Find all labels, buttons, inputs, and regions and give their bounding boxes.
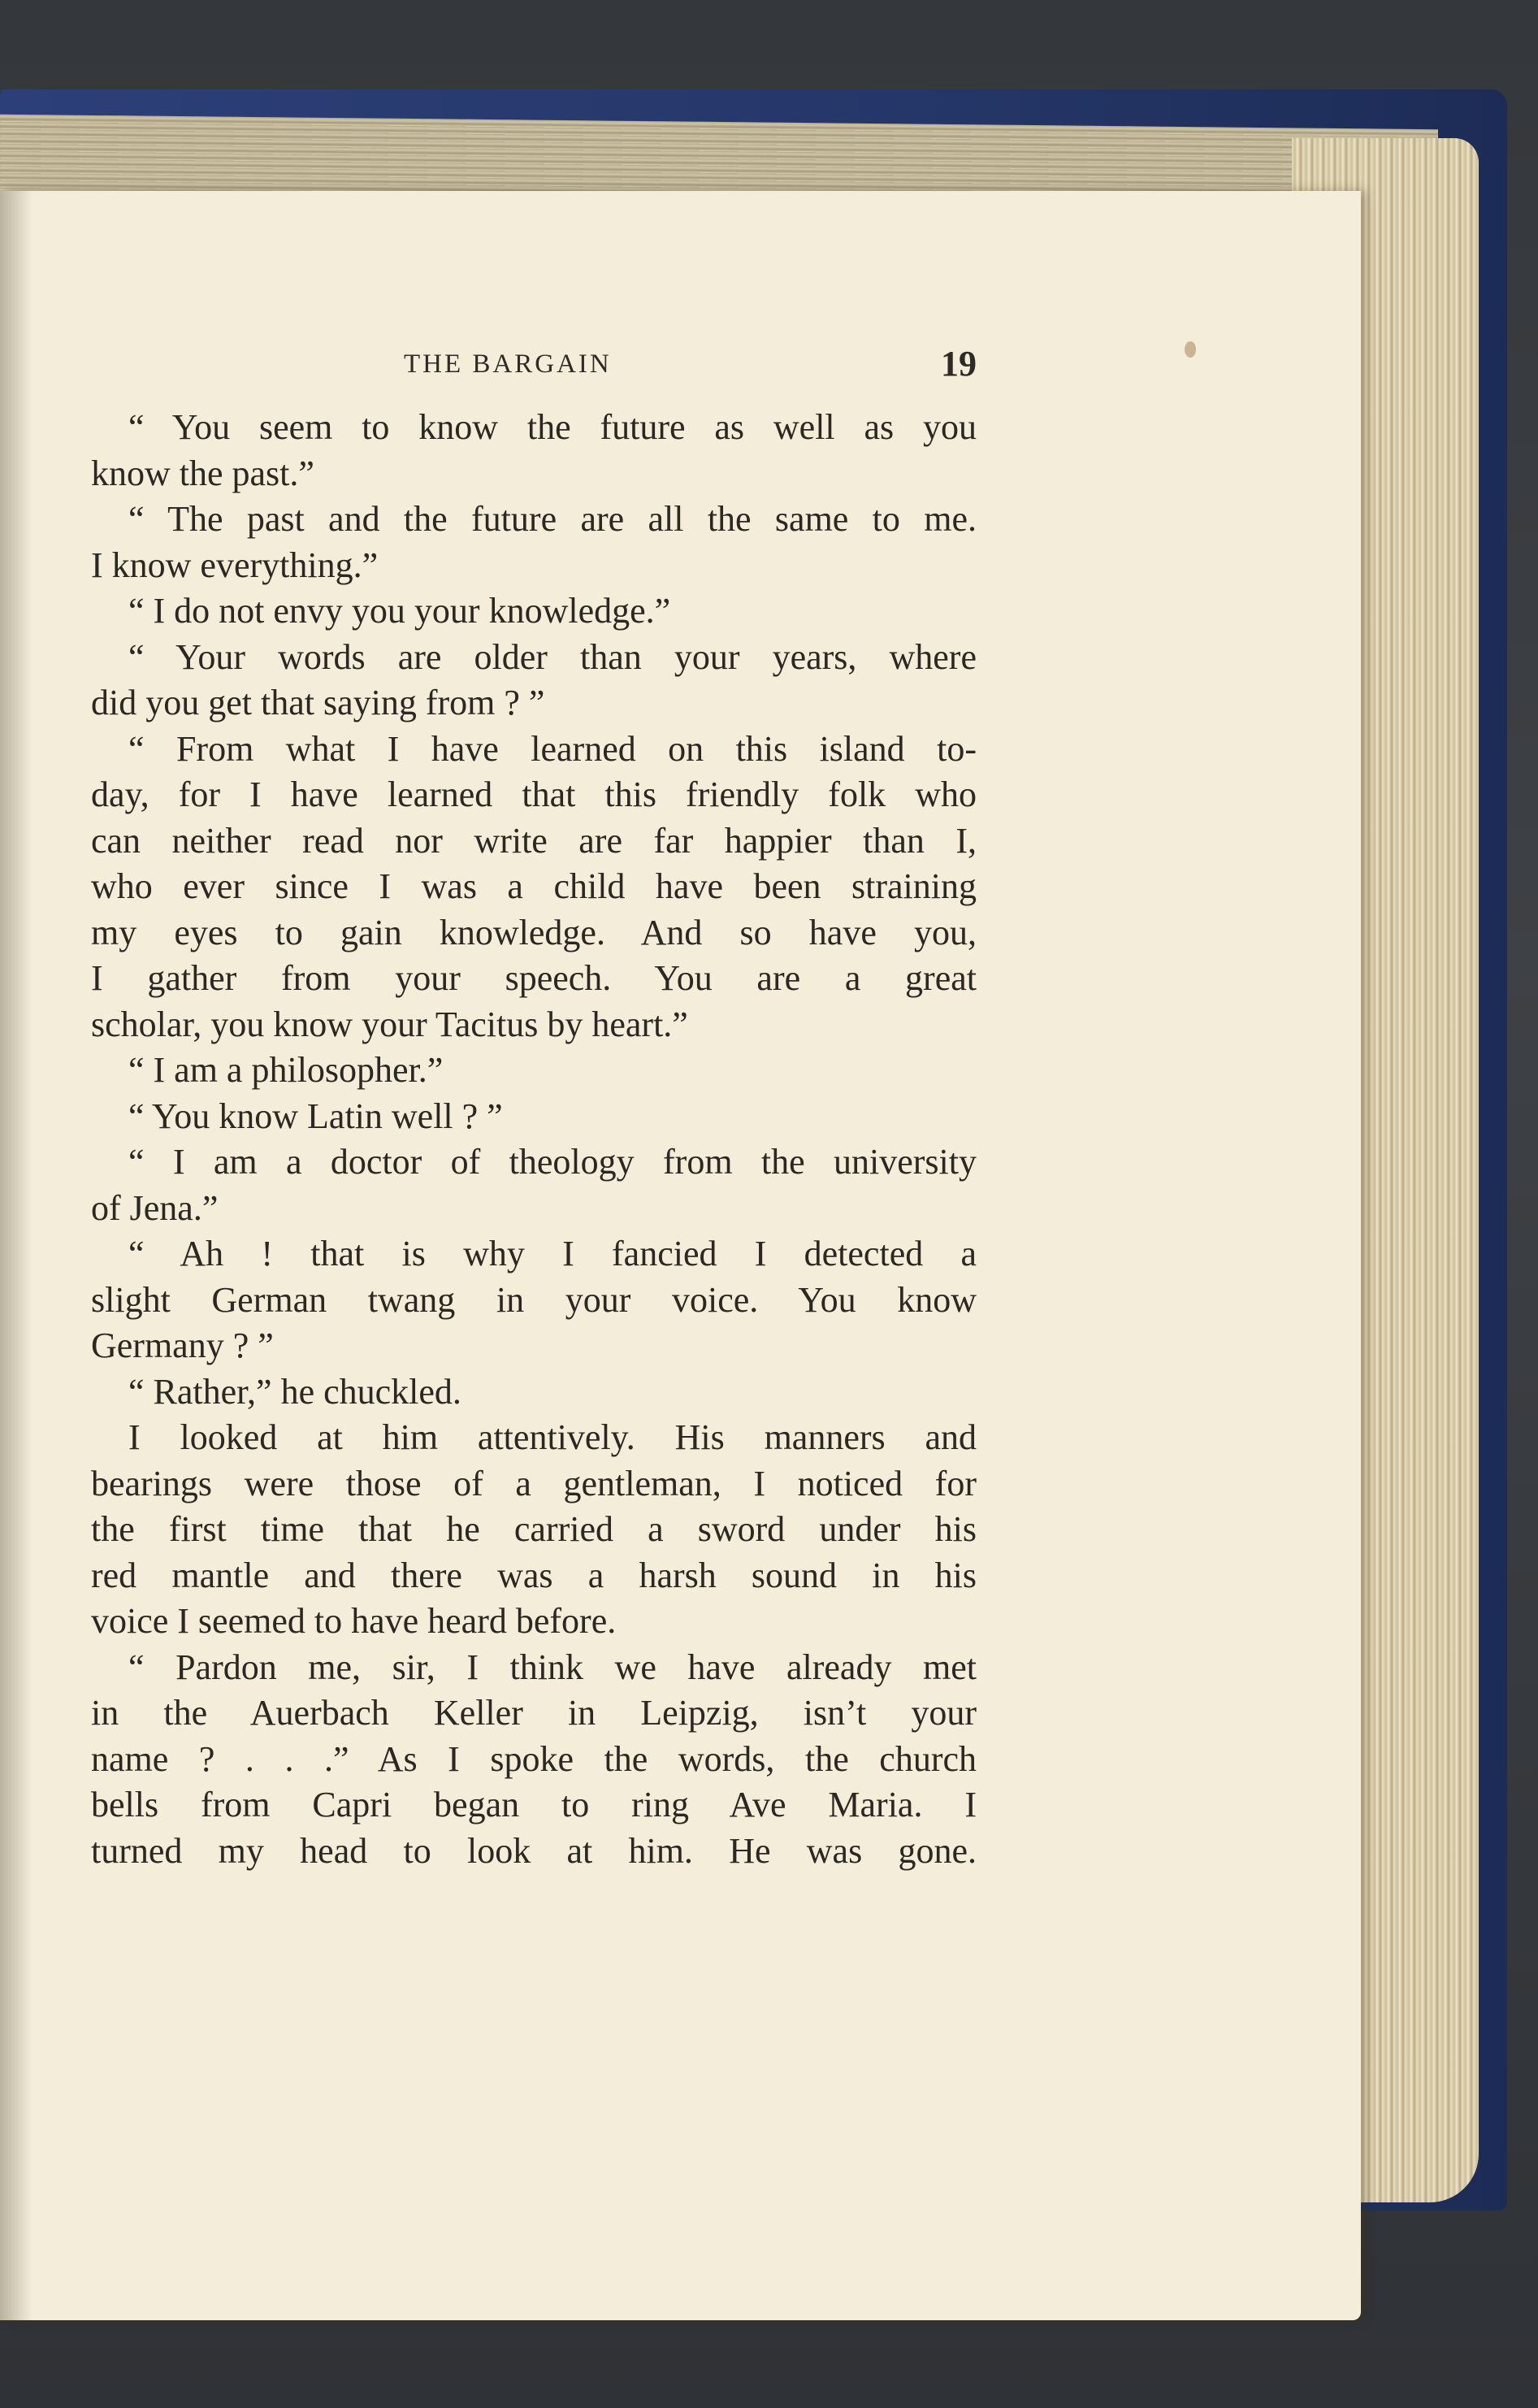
text-line: Germany ? ” <box>91 1325 274 1365</box>
text-line: “ Ah ! that is why I fancied I detected a <box>128 1234 977 1273</box>
text-line: “ I am a philosopher.” <box>128 1050 444 1090</box>
text-line: can neither read nor write are far happier than I, <box>91 820 977 861</box>
text-line: bells from Capri began to ring Ave Maria. I <box>91 1785 977 1824</box>
text-line: who ever since I was a child have been straining <box>91 866 977 906</box>
page-gutter-shadow <box>0 191 32 2320</box>
running-head <box>91 335 977 384</box>
text-line: voice I seemed to have heard before. <box>91 1601 617 1641</box>
text-line: “ You seem to know the future as well as you <box>128 407 977 447</box>
text-line: turned my head to look at him. He was gone. <box>91 1830 977 1871</box>
page-number: 19 <box>941 344 977 384</box>
text-line: “ I am a doctor of theology from the university <box>128 1142 977 1182</box>
text-line: of Jena.” <box>91 1187 219 1228</box>
text-line: slight German twang in your voice. You know <box>91 1279 977 1320</box>
text-line: I gather from your speech. You are a great <box>91 958 977 998</box>
body-text <box>91 405 977 1874</box>
text-line: red mantle and there was a harsh sound in his <box>91 1555 977 1595</box>
text-line: in the Auerbach Keller in Leipzig, isn’t your <box>91 1693 977 1733</box>
text-line: scholar, you know your Tacitus by heart.” <box>91 1004 688 1044</box>
text-line: “ From what I have learned on this island to- <box>128 728 977 769</box>
text-line: “ Your words are older than your years, where <box>128 636 977 677</box>
text-line: name ? . . .” As I spoke the words, the church <box>91 1738 977 1779</box>
text-line: “ I do not envy you your knowledge.” <box>128 591 671 631</box>
text-line: bearings were those of a gentleman, I noticed for <box>91 1463 977 1503</box>
ink-spot <box>1185 341 1196 358</box>
text-line: I know everything.” <box>91 545 379 585</box>
text-line: “ Pardon me, sir, I think we have already met <box>128 1647 977 1687</box>
text-line: the first time that he carried a sword under his <box>91 1509 977 1549</box>
running-title: THE BARGAIN <box>404 349 612 379</box>
text-line: did you get that saying from ? ” <box>91 683 545 722</box>
text-line: “ You know Latin well ? ” <box>128 1096 503 1136</box>
text-line: I looked at him attentively. His manners and <box>128 1417 977 1457</box>
text-line: day, for I have learned that this friendly folk who <box>91 774 977 814</box>
text-line: my eyes to gain knowledge. And so have you, <box>91 912 977 952</box>
text-line: “ The past and the future are all the same to me. <box>128 499 977 539</box>
text-line: know the past.” <box>91 453 314 493</box>
text-line: “ Rather,” he chuckled. <box>128 1371 461 1412</box>
